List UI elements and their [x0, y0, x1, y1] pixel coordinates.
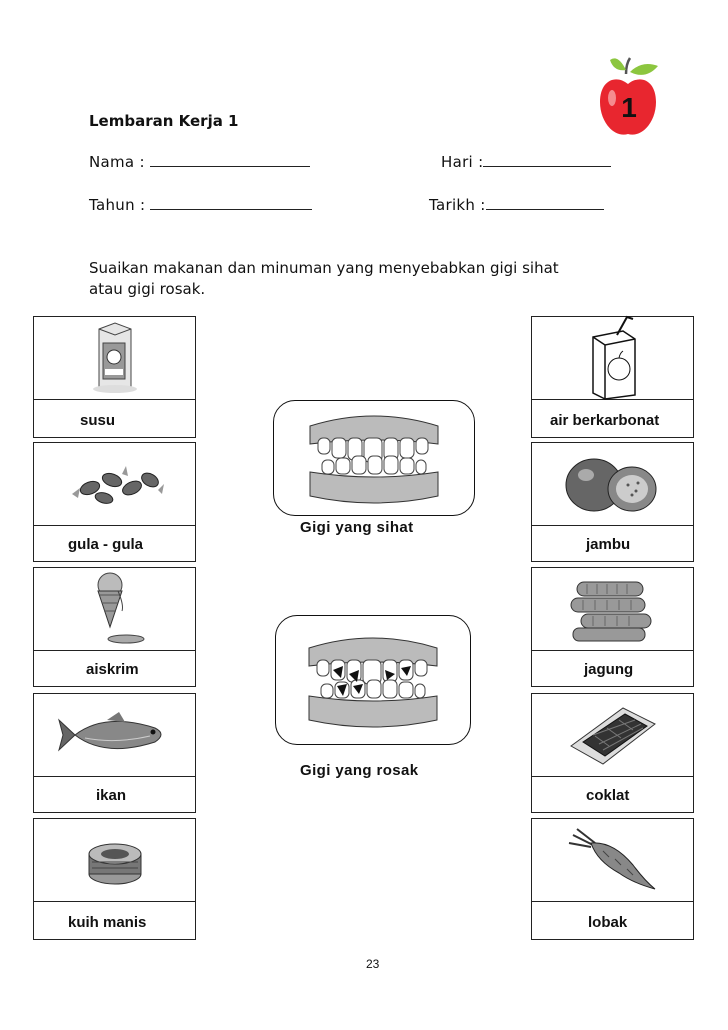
- juice-box-icon: [573, 315, 653, 401]
- card-label: jagung: [584, 660, 634, 678]
- healthy-teeth-caption: Gigi yang sihat: [300, 519, 414, 536]
- chocolate-icon: [563, 702, 663, 768]
- card-label: aiskrim: [86, 660, 139, 678]
- card-picture: [532, 694, 693, 777]
- card-picture: [34, 819, 195, 902]
- guava-icon: [558, 451, 668, 517]
- tarikh-blank[interactable]: [486, 195, 604, 210]
- tahun-label: Tahun :: [89, 196, 151, 214]
- tarikh-field[interactable]: [429, 195, 604, 214]
- page-number: 23: [366, 957, 380, 971]
- nama-label: Nama :: [89, 153, 150, 171]
- decayed-teeth-icon: [303, 630, 443, 730]
- card-picture: [532, 443, 693, 526]
- card-label: lobak: [588, 913, 628, 931]
- card-picture: [532, 568, 693, 651]
- tarikh-label: Tarikh :: [429, 196, 486, 214]
- card-picture: [532, 317, 693, 400]
- card-gula-gula[interactable]: [33, 442, 196, 562]
- instruction-line-1: Suaikan makanan dan minuman yang menyebabkan gigi sihat: [89, 259, 559, 277]
- hari-label: Hari :: [441, 153, 484, 171]
- worksheet-title: Lembaran Kerja 1: [89, 112, 239, 130]
- tahun-blank[interactable]: [150, 195, 312, 210]
- card-picture: [34, 443, 195, 526]
- card-label: kuih manis: [68, 913, 147, 931]
- card-picture: [532, 819, 693, 902]
- card-label: jambu: [586, 535, 631, 553]
- card-coklat[interactable]: [531, 693, 694, 813]
- card-label: susu: [80, 411, 116, 429]
- card-label: gula - gula: [68, 535, 143, 553]
- card-picture: [34, 317, 195, 400]
- hari-field[interactable]: [441, 152, 611, 171]
- ice-cream-icon: [80, 571, 150, 647]
- card-ikan[interactable]: [33, 693, 196, 813]
- carrot-icon: [563, 825, 663, 895]
- nama-field[interactable]: [89, 152, 310, 171]
- instruction: [89, 258, 649, 300]
- decayed-teeth-caption: Gigi yang rosak: [300, 762, 419, 779]
- healthy-teeth-box[interactable]: [273, 400, 475, 516]
- healthy-teeth-icon: [304, 410, 444, 506]
- card-air-berkarbonat[interactable]: [531, 316, 694, 438]
- hari-blank[interactable]: [483, 152, 611, 167]
- card-jagung[interactable]: [531, 567, 694, 687]
- card-label: ikan: [96, 786, 127, 804]
- card-kuih-manis[interactable]: [33, 818, 196, 940]
- card-picture: [34, 568, 195, 651]
- corn-icon: [563, 574, 663, 644]
- card-jambu[interactable]: [531, 442, 694, 562]
- card-aiskrim[interactable]: [33, 567, 196, 687]
- decayed-teeth-box[interactable]: [275, 615, 471, 745]
- nama-blank[interactable]: [150, 152, 310, 167]
- card-susu[interactable]: [33, 316, 196, 438]
- card-label: air berkarbonat: [550, 411, 660, 429]
- card-picture: [34, 694, 195, 777]
- instruction-line-2: atau gigi rosak.: [89, 280, 206, 298]
- card-lobak[interactable]: [531, 818, 694, 940]
- milk-carton-icon: [85, 321, 145, 395]
- candy-icon: [60, 454, 170, 514]
- card-label: coklat: [586, 786, 630, 804]
- badge-number: 1: [621, 92, 637, 123]
- sweet-cake-icon: [80, 830, 150, 890]
- tahun-field[interactable]: [89, 195, 312, 214]
- fish-icon: [55, 710, 175, 760]
